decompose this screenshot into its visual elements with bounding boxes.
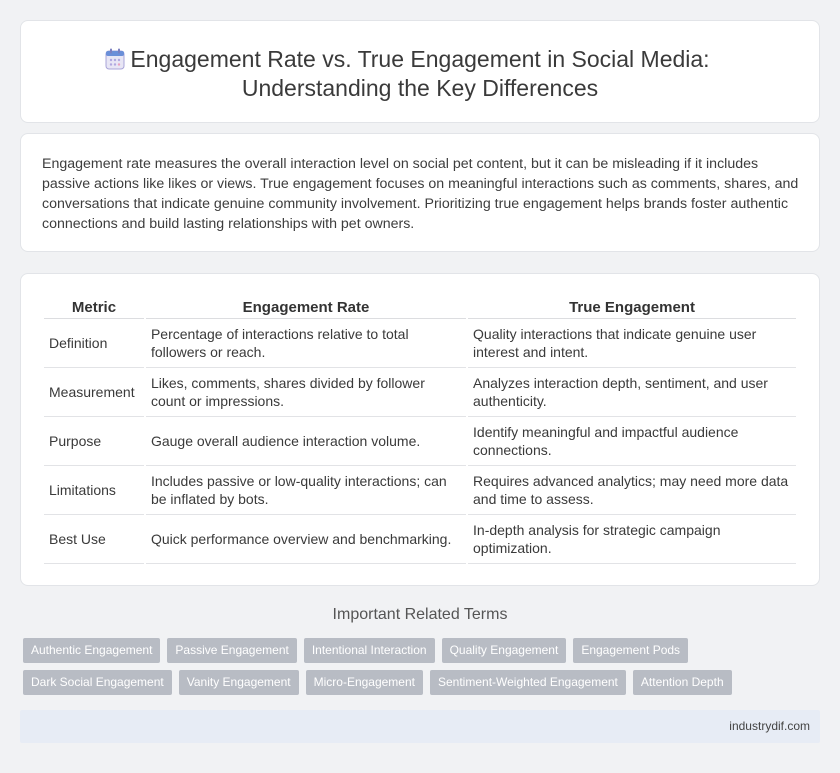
- true-engagement-cell: Quality interactions that indicate genuine user interest and intent.: [468, 319, 796, 368]
- metric-cell: Purpose: [44, 417, 144, 466]
- table-header-row: [44, 294, 796, 319]
- metric-cell: Limitations: [44, 466, 144, 515]
- tag-sentiment-weighted-engagement[interactable]: Sentiment-Weighted Engagement: [430, 670, 626, 695]
- table-row: [44, 368, 796, 417]
- tag-quality-engagement[interactable]: Quality Engagement: [442, 638, 567, 663]
- summary-card: [20, 133, 820, 252]
- true-engagement-cell: Analyzes interaction depth, sentiment, and user authenticity.: [468, 368, 796, 417]
- page-title-line-2: Understanding the Key Differences: [241, 75, 599, 101]
- tag-authentic-engagement[interactable]: Authentic Engagement: [23, 638, 160, 663]
- metric-cell: Best Use: [44, 515, 144, 564]
- true-engagement-cell: Requires advanced analytics; may need more data and time to assess.: [468, 466, 796, 515]
- tag-row: [23, 638, 823, 670]
- tag-attention-depth[interactable]: Attention Depth: [633, 670, 732, 695]
- page-title: [21, 45, 819, 103]
- table-row: [44, 417, 796, 466]
- related-terms-title: Important Related Terms: [332, 606, 508, 623]
- tag-intentional-interaction[interactable]: Intentional Interaction: [304, 638, 435, 663]
- tag-row: [23, 670, 823, 702]
- engagement-rate-cell: Gauge overall audience interaction volume.: [146, 417, 466, 466]
- page-title-line-1: Engagement Rate vs. True Engagement in Social Media:: [130, 46, 710, 72]
- comparison-card: [20, 273, 820, 586]
- tag-vanity-engagement[interactable]: Vanity Engagement: [179, 670, 299, 695]
- true-engagement-cell: In-depth analysis for strategic campaign optimization.: [468, 515, 796, 564]
- table-row: [44, 515, 796, 564]
- header-metric: Metric: [44, 294, 144, 319]
- summary-text: Engagement rate measures the overall interaction level on social pet content, but it can be misleading if it includes passive actions like likes or views. True engagement focuses on meaningful interactions such as comments, shares, and conversations that indicate genuine community involvement. Prioritizing true engagement helps brands foster authentic connections and build lasting relationships with pet owners.: [42, 156, 799, 232]
- footer: [20, 710, 820, 743]
- engagement-rate-cell: Likes, comments, shares divided by follower count or impressions.: [146, 368, 466, 417]
- title-card: [20, 20, 820, 123]
- tag-passive-engagement[interactable]: Passive Engagement: [167, 638, 296, 663]
- related-terms: [23, 638, 823, 702]
- header-engagement-rate: Engagement Rate: [146, 294, 466, 319]
- metric-cell: Definition: [44, 319, 144, 368]
- engagement-rate-cell: Includes passive or low-quality interactions; can be inflated by bots.: [146, 466, 466, 515]
- table-row: [44, 319, 796, 368]
- table-row: [44, 466, 796, 515]
- engagement-rate-cell: Quick performance overview and benchmarking.: [146, 515, 466, 564]
- comparison-table: [42, 294, 798, 564]
- tag-engagement-pods[interactable]: Engagement Pods: [573, 638, 688, 663]
- engagement-rate-cell: Percentage of interactions relative to total followers or reach.: [146, 319, 466, 368]
- footer-site[interactable]: industrydif.com: [729, 719, 810, 733]
- tag-micro-engagement[interactable]: Micro-Engagement: [306, 670, 423, 695]
- metric-cell: Measurement: [44, 368, 144, 417]
- header-true-engagement: True Engagement: [468, 294, 796, 319]
- true-engagement-cell: Identify meaningful and impactful audience connections.: [468, 417, 796, 466]
- tag-dark-social-engagement[interactable]: Dark Social Engagement: [23, 670, 172, 695]
